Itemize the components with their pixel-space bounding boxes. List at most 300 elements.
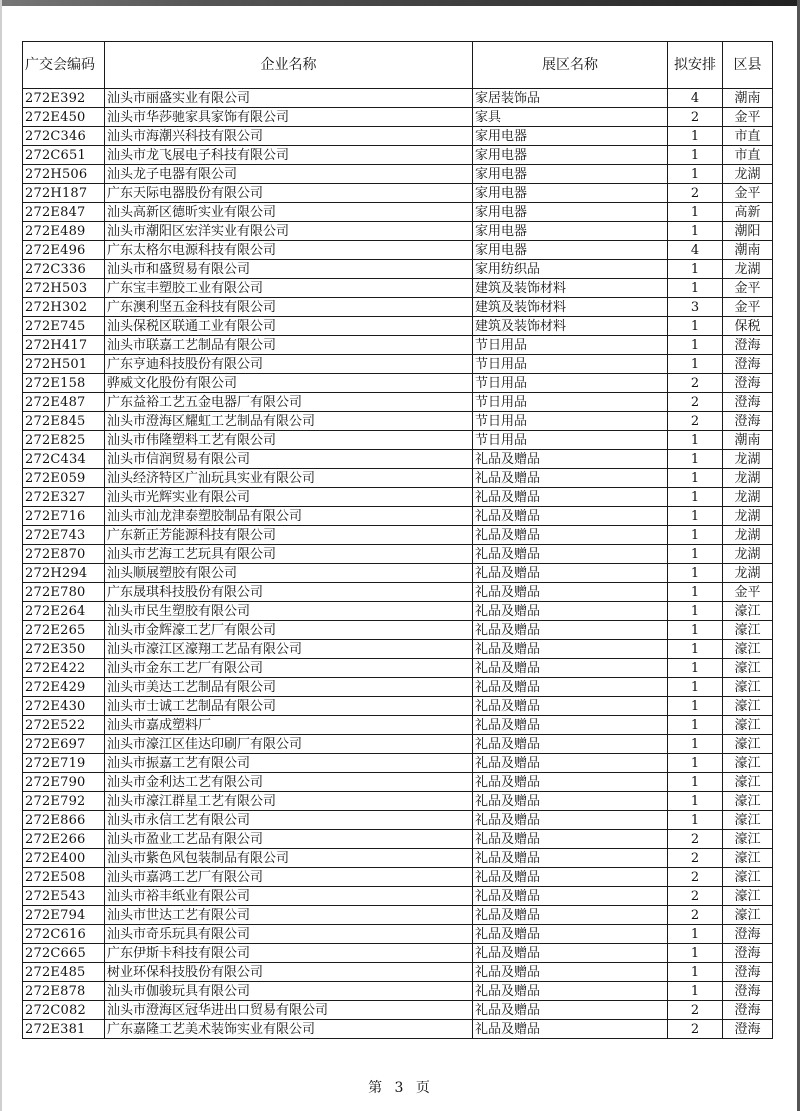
company-code-cell: 272H503 — [23, 279, 105, 298]
exhibition-area-cell: 家用电器 — [473, 127, 668, 146]
company-code-cell: 272E265 — [23, 621, 105, 640]
exhibition-area-cell: 礼品及赠品 — [473, 1020, 668, 1039]
company-code-cell: 272E485 — [23, 963, 105, 982]
table-row — [23, 526, 773, 545]
table-row — [23, 963, 773, 982]
exhibition-area-cell: 节日用品 — [473, 336, 668, 355]
table-row — [23, 944, 773, 963]
company-name-cell: 汕头市金东工艺厂有限公司 — [105, 659, 473, 678]
booth-count-cell: 1 — [668, 602, 723, 621]
table-row — [23, 450, 773, 469]
district-cell: 市直 — [723, 127, 773, 146]
company-code-cell: 272E780 — [23, 583, 105, 602]
booth-count-cell: 4 — [668, 89, 723, 108]
company-name-cell: 汕头市汕龙津泰塑胶制品有限公司 — [105, 507, 473, 526]
table-row — [23, 469, 773, 488]
company-name-cell: 广东晟琪科技股份有限公司 — [105, 583, 473, 602]
district-cell: 潮南 — [723, 89, 773, 108]
table-row — [23, 849, 773, 868]
booth-count-cell: 2 — [668, 412, 723, 431]
booth-count-cell: 1 — [668, 944, 723, 963]
booth-count-cell: 2 — [668, 1020, 723, 1039]
company-code-cell: 272E422 — [23, 659, 105, 678]
company-name-cell: 汕头市士诚工艺制品有限公司 — [105, 697, 473, 716]
district-cell: 濠江 — [723, 716, 773, 735]
booth-count-cell: 1 — [668, 146, 723, 165]
company-name-cell: 汕头市艺海工艺玩具有限公司 — [105, 545, 473, 564]
exhibition-area-cell: 礼品及赠品 — [473, 507, 668, 526]
company-code-cell: 272E158 — [23, 374, 105, 393]
exhibition-area-cell: 礼品及赠品 — [473, 754, 668, 773]
booth-count-cell: 2 — [668, 1001, 723, 1020]
booth-count-cell: 2 — [668, 830, 723, 849]
company-name-cell: 汕头高新区德昕实业有限公司 — [105, 203, 473, 222]
table-header — [23, 42, 773, 89]
company-name-cell: 汕头市濠江区佳达印刷厂有限公司 — [105, 735, 473, 754]
company-code-cell: 272E429 — [23, 678, 105, 697]
company-code-cell: 272H501 — [23, 355, 105, 374]
district-cell: 澄海 — [723, 374, 773, 393]
exhibition-area-cell: 礼品及赠品 — [473, 849, 668, 868]
company-code-cell: 272C346 — [23, 127, 105, 146]
table-row — [23, 279, 773, 298]
company-name-cell: 汕头市龙飞展电子科技有限公司 — [105, 146, 473, 165]
table-row — [23, 184, 773, 203]
exhibition-area-cell: 礼品及赠品 — [473, 735, 668, 754]
district-cell: 金平 — [723, 184, 773, 203]
table-row — [23, 830, 773, 849]
company-code-cell: 272H187 — [23, 184, 105, 203]
booth-count-cell: 2 — [668, 393, 723, 412]
district-cell: 濠江 — [723, 659, 773, 678]
district-cell: 濠江 — [723, 849, 773, 868]
exhibition-area-cell: 礼品及赠品 — [473, 1001, 668, 1020]
booth-count-cell: 1 — [668, 792, 723, 811]
company-name-cell: 汕头龙子电器有限公司 — [105, 165, 473, 184]
exhibition-area-cell: 礼品及赠品 — [473, 811, 668, 830]
company-name-cell: 汕头市联嘉工艺制品有限公司 — [105, 336, 473, 355]
exhibition-area-cell: 礼品及赠品 — [473, 944, 668, 963]
company-name-cell: 广东嘉隆工艺美术装饰实业有限公司 — [105, 1020, 473, 1039]
district-cell: 濠江 — [723, 697, 773, 716]
company-code-cell: 272H302 — [23, 298, 105, 317]
table-row — [23, 982, 773, 1001]
booth-count-cell: 1 — [668, 678, 723, 697]
district-cell: 濠江 — [723, 868, 773, 887]
exhibition-area-cell: 节日用品 — [473, 412, 668, 431]
company-code-cell: 272E266 — [23, 830, 105, 849]
company-name-cell: 汕头市潮阳区宏洋实业有限公司 — [105, 222, 473, 241]
booth-count-cell: 1 — [668, 526, 723, 545]
company-name-cell: 广东天际电器股份有限公司 — [105, 184, 473, 203]
company-code-cell: 272E264 — [23, 602, 105, 621]
exhibition-area-cell: 家居装饰品 — [473, 89, 668, 108]
table-row — [23, 564, 773, 583]
company-code-cell: 272E794 — [23, 906, 105, 925]
district-cell: 濠江 — [723, 887, 773, 906]
company-code-cell: 272E743 — [23, 526, 105, 545]
exhibition-area-cell: 礼品及赠品 — [473, 830, 668, 849]
district-cell: 濠江 — [723, 602, 773, 621]
district-cell: 濠江 — [723, 754, 773, 773]
company-code-cell: 272E381 — [23, 1020, 105, 1039]
district-cell: 潮南 — [723, 431, 773, 450]
district-cell: 龙湖 — [723, 165, 773, 184]
booth-count-cell: 2 — [668, 184, 723, 203]
company-code-cell: 272E745 — [23, 317, 105, 336]
company-code-cell: 272H417 — [23, 336, 105, 355]
company-name-cell: 广东宝丰塑胶工业有限公司 — [105, 279, 473, 298]
company-code-cell: 272E350 — [23, 640, 105, 659]
company-name-cell: 汕头市濠江区濠翔工艺品有限公司 — [105, 640, 473, 659]
company-name-cell: 汕头市振嘉工艺有限公司 — [105, 754, 473, 773]
booth-count-cell: 1 — [668, 697, 723, 716]
exhibition-area-cell: 建筑及装饰材料 — [473, 279, 668, 298]
exhibition-area-cell: 礼品及赠品 — [473, 545, 668, 564]
table-row — [23, 203, 773, 222]
exhibition-area-cell: 家用电器 — [473, 146, 668, 165]
company-code-cell: 272E496 — [23, 241, 105, 260]
company-code-cell: 272E878 — [23, 982, 105, 1001]
company-name-cell: 汕头市伟隆塑料工艺有限公司 — [105, 431, 473, 450]
booth-count-cell: 2 — [668, 887, 723, 906]
district-cell: 龙湖 — [723, 450, 773, 469]
company-name-cell: 汕头市澄海区耀虹工艺制品有限公司 — [105, 412, 473, 431]
booth-count-cell: 1 — [668, 982, 723, 1001]
company-code-cell: 272E845 — [23, 412, 105, 431]
booth-count-cell: 1 — [668, 545, 723, 564]
district-cell: 澄海 — [723, 1020, 773, 1039]
table-row — [23, 412, 773, 431]
page-footer — [0, 1077, 800, 1097]
booth-count-cell: 1 — [668, 925, 723, 944]
company-name-cell: 汕头市金辉濠工艺厂有限公司 — [105, 621, 473, 640]
exhibition-area-cell: 礼品及赠品 — [473, 469, 668, 488]
booth-count-cell: 1 — [668, 507, 723, 526]
company-code-cell: 272E719 — [23, 754, 105, 773]
company-name-cell: 汕头市澄海区冠华进出口贸易有限公司 — [105, 1001, 473, 1020]
company-code-cell: 272E508 — [23, 868, 105, 887]
district-cell: 龙湖 — [723, 507, 773, 526]
district-cell: 金平 — [723, 279, 773, 298]
exhibition-area-cell: 礼品及赠品 — [473, 526, 668, 545]
company-name-cell: 汕头市和盛贸易有限公司 — [105, 260, 473, 279]
company-name-cell: 汕头保税区联通工业有限公司 — [105, 317, 473, 336]
table-row — [23, 697, 773, 716]
company-code-cell: 272E327 — [23, 488, 105, 507]
table-row — [23, 906, 773, 925]
district-cell: 保税 — [723, 317, 773, 336]
district-cell: 澄海 — [723, 944, 773, 963]
table-row — [23, 811, 773, 830]
exhibition-area-cell: 礼品及赠品 — [473, 697, 668, 716]
table-row — [23, 108, 773, 127]
table-row — [23, 545, 773, 564]
exhibitor-table — [22, 41, 773, 1039]
district-cell: 濠江 — [723, 773, 773, 792]
table-body — [23, 89, 773, 1039]
district-cell: 濠江 — [723, 640, 773, 659]
page-suffix: 页 — [415, 1080, 432, 1096]
district-cell: 龙湖 — [723, 545, 773, 564]
company-name-cell: 汕头市光辉实业有限公司 — [105, 488, 473, 507]
company-code-cell: 272C665 — [23, 944, 105, 963]
exhibition-area-cell: 礼品及赠品 — [473, 488, 668, 507]
booth-count-cell: 1 — [668, 773, 723, 792]
company-name-cell: 汕头顺展塑胶有限公司 — [105, 564, 473, 583]
exhibition-area-cell: 家用电器 — [473, 184, 668, 203]
table-row — [23, 602, 773, 621]
booth-count-cell: 1 — [668, 431, 723, 450]
company-name-cell: 树业环保科技股份有限公司 — [105, 963, 473, 982]
booth-count-cell: 1 — [668, 355, 723, 374]
company-name-cell: 广东太格尔电源科技有限公司 — [105, 241, 473, 260]
exhibition-area-cell: 礼品及赠品 — [473, 716, 668, 735]
company-name-cell: 广东亨迪科技股份有限公司 — [105, 355, 473, 374]
district-cell: 濠江 — [723, 735, 773, 754]
company-code-cell: 272E866 — [23, 811, 105, 830]
header-company-name: 企业名称 — [105, 42, 473, 89]
company-name-cell: 汕头经济特区广汕玩具实业有限公司 — [105, 469, 473, 488]
company-code-cell: 272E522 — [23, 716, 105, 735]
district-cell: 澄海 — [723, 355, 773, 374]
company-code-cell: 272C336 — [23, 260, 105, 279]
exhibition-area-cell: 礼品及赠品 — [473, 868, 668, 887]
table-row — [23, 1020, 773, 1039]
district-cell: 濠江 — [723, 830, 773, 849]
exhibition-area-cell: 礼品及赠品 — [473, 792, 668, 811]
district-cell: 濠江 — [723, 621, 773, 640]
booth-count-cell: 2 — [668, 906, 723, 925]
booth-count-cell: 1 — [668, 640, 723, 659]
table-row — [23, 336, 773, 355]
company-name-cell: 广东伊斯卡科技有限公司 — [105, 944, 473, 963]
exhibition-area-cell: 礼品及赠品 — [473, 982, 668, 1001]
company-code-cell: 272E392 — [23, 89, 105, 108]
district-cell: 澄海 — [723, 982, 773, 1001]
exhibition-area-cell: 家用电器 — [473, 165, 668, 184]
exhibition-area-cell: 礼品及赠品 — [473, 963, 668, 982]
company-code-cell: 272E870 — [23, 545, 105, 564]
district-cell: 金平 — [723, 298, 773, 317]
exhibition-area-cell: 节日用品 — [473, 431, 668, 450]
company-code-cell: 272E790 — [23, 773, 105, 792]
header-code: 广交会编码 — [23, 42, 105, 89]
booth-count-cell: 1 — [668, 735, 723, 754]
booth-count-cell: 1 — [668, 127, 723, 146]
company-code-cell: 272C082 — [23, 1001, 105, 1020]
booth-count-cell: 4 — [668, 241, 723, 260]
table-row — [23, 165, 773, 184]
booth-count-cell: 1 — [668, 488, 723, 507]
scan-left-edge — [0, 0, 2, 1111]
district-cell: 濠江 — [723, 811, 773, 830]
company-name-cell: 汕头市海潮兴科技有限公司 — [105, 127, 473, 146]
table-row — [23, 431, 773, 450]
booth-count-cell: 1 — [668, 203, 723, 222]
company-name-cell: 汕头市民生塑胶有限公司 — [105, 602, 473, 621]
exhibition-area-cell: 节日用品 — [473, 393, 668, 412]
booth-count-cell: 1 — [668, 260, 723, 279]
company-name-cell: 汕头市永信工艺有限公司 — [105, 811, 473, 830]
booth-count-cell: 1 — [668, 811, 723, 830]
district-cell: 澄海 — [723, 1001, 773, 1020]
district-cell: 高新 — [723, 203, 773, 222]
district-cell: 濠江 — [723, 678, 773, 697]
table-row — [23, 507, 773, 526]
table-row — [23, 792, 773, 811]
booth-count-cell: 1 — [668, 450, 723, 469]
exhibition-area-cell: 节日用品 — [473, 355, 668, 374]
table-row — [23, 735, 773, 754]
district-cell: 金平 — [723, 108, 773, 127]
table-row — [23, 716, 773, 735]
booth-count-cell: 1 — [668, 621, 723, 640]
table-row — [23, 583, 773, 602]
table-row — [23, 393, 773, 412]
page-number: 3 — [394, 1080, 406, 1096]
booth-count-cell: 1 — [668, 963, 723, 982]
company-name-cell: 汕头市盈业工艺品有限公司 — [105, 830, 473, 849]
exhibition-area-cell: 家用电器 — [473, 241, 668, 260]
booth-count-cell: 1 — [668, 659, 723, 678]
company-code-cell: 272H294 — [23, 564, 105, 583]
booth-count-cell: 1 — [668, 165, 723, 184]
exhibition-area-cell: 节日用品 — [473, 374, 668, 393]
table-row — [23, 925, 773, 944]
exhibition-area-cell: 礼品及赠品 — [473, 925, 668, 944]
district-cell: 澄海 — [723, 336, 773, 355]
table-row — [23, 678, 773, 697]
table-row — [23, 146, 773, 165]
company-name-cell: 汕头市美达工艺制品有限公司 — [105, 678, 473, 697]
district-cell: 龙湖 — [723, 526, 773, 545]
district-cell: 龙湖 — [723, 469, 773, 488]
company-code-cell: 272E487 — [23, 393, 105, 412]
exhibition-area-cell: 家具 — [473, 108, 668, 127]
table-row — [23, 773, 773, 792]
company-name-cell: 汕头市伽骏玩具有限公司 — [105, 982, 473, 1001]
company-code-cell: 272E489 — [23, 222, 105, 241]
exhibition-area-cell: 礼品及赠品 — [473, 678, 668, 697]
company-name-cell: 汕头市濠江群星工艺有限公司 — [105, 792, 473, 811]
company-name-cell: 广东益裕工艺五金电器厂有限公司 — [105, 393, 473, 412]
scan-top-edge — [0, 0, 800, 6]
booth-count-cell: 1 — [668, 754, 723, 773]
exhibition-area-cell: 礼品及赠品 — [473, 887, 668, 906]
table-row — [23, 89, 773, 108]
header-booths: 拟安排 — [668, 42, 723, 89]
company-name-cell: 汕头市华莎驰家具家饰有限公司 — [105, 108, 473, 127]
company-name-cell: 汕头市嘉鸿工艺厂有限公司 — [105, 868, 473, 887]
district-cell: 市直 — [723, 146, 773, 165]
table-row — [23, 374, 773, 393]
header-district: 区县 — [723, 42, 773, 89]
exhibition-area-cell: 礼品及赠品 — [473, 659, 668, 678]
company-code-cell: 272E430 — [23, 697, 105, 716]
booth-count-cell: 1 — [668, 279, 723, 298]
company-code-cell: 272E543 — [23, 887, 105, 906]
district-cell: 濠江 — [723, 792, 773, 811]
booth-count-cell: 1 — [668, 317, 723, 336]
district-cell: 澄海 — [723, 393, 773, 412]
table-row — [23, 222, 773, 241]
table-row — [23, 241, 773, 260]
exhibition-area-cell: 家用电器 — [473, 203, 668, 222]
company-name-cell: 汕头市嘉成塑料厂 — [105, 716, 473, 735]
table-row — [23, 621, 773, 640]
company-name-cell: 汕头市裕丰纸业有限公司 — [105, 887, 473, 906]
booth-count-cell: 2 — [668, 108, 723, 127]
table-row — [23, 127, 773, 146]
page-prefix: 第 — [368, 1080, 385, 1096]
district-cell: 龙湖 — [723, 260, 773, 279]
booth-count-cell: 1 — [668, 469, 723, 488]
exhibition-area-cell: 礼品及赠品 — [473, 906, 668, 925]
exhibition-area-cell: 建筑及装饰材料 — [473, 317, 668, 336]
exhibition-area-cell: 礼品及赠品 — [473, 640, 668, 659]
exhibition-area-cell: 礼品及赠品 — [473, 564, 668, 583]
booth-count-cell: 1 — [668, 564, 723, 583]
company-name-cell: 广东新正芳能源科技有限公司 — [105, 526, 473, 545]
booth-count-cell: 1 — [668, 222, 723, 241]
company-code-cell: 272E792 — [23, 792, 105, 811]
table-row — [23, 488, 773, 507]
company-code-cell: 272C434 — [23, 450, 105, 469]
booth-count-cell: 2 — [668, 849, 723, 868]
company-code-cell: 272C616 — [23, 925, 105, 944]
table-row — [23, 260, 773, 279]
district-cell: 澄海 — [723, 963, 773, 982]
company-name-cell: 汕头市丽盛实业有限公司 — [105, 89, 473, 108]
table-row — [23, 317, 773, 336]
exhibition-area-cell: 家用纺织品 — [473, 260, 668, 279]
booth-count-cell: 3 — [668, 298, 723, 317]
district-cell: 澄海 — [723, 412, 773, 431]
exhibition-area-cell: 礼品及赠品 — [473, 773, 668, 792]
district-cell: 澄海 — [723, 925, 773, 944]
district-cell: 潮阳 — [723, 222, 773, 241]
booth-count-cell: 1 — [668, 583, 723, 602]
table-row — [23, 659, 773, 678]
booth-count-cell: 1 — [668, 336, 723, 355]
company-code-cell: 272E059 — [23, 469, 105, 488]
table-row — [23, 868, 773, 887]
district-cell: 濠江 — [723, 906, 773, 925]
district-cell: 龙湖 — [723, 488, 773, 507]
company-name-cell: 骅威文化股份有限公司 — [105, 374, 473, 393]
table-row — [23, 887, 773, 906]
table-row — [23, 1001, 773, 1020]
table-row — [23, 640, 773, 659]
exhibition-area-cell: 家用电器 — [473, 222, 668, 241]
company-name-cell: 汕头市信润贸易有限公司 — [105, 450, 473, 469]
company-code-cell: 272H506 — [23, 165, 105, 184]
company-code-cell: 272E847 — [23, 203, 105, 222]
table-row — [23, 754, 773, 773]
company-code-cell: 272E450 — [23, 108, 105, 127]
exhibition-area-cell: 建筑及装饰材料 — [473, 298, 668, 317]
table-row — [23, 355, 773, 374]
company-code-cell: 272E697 — [23, 735, 105, 754]
header-row — [23, 42, 773, 89]
company-code-cell: 272E716 — [23, 507, 105, 526]
district-cell: 金平 — [723, 583, 773, 602]
exhibition-area-cell: 礼品及赠品 — [473, 583, 668, 602]
district-cell: 龙湖 — [723, 564, 773, 583]
company-name-cell: 汕头市奇乐玩具有限公司 — [105, 925, 473, 944]
company-name-cell: 汕头市紫色风包装制品有限公司 — [105, 849, 473, 868]
